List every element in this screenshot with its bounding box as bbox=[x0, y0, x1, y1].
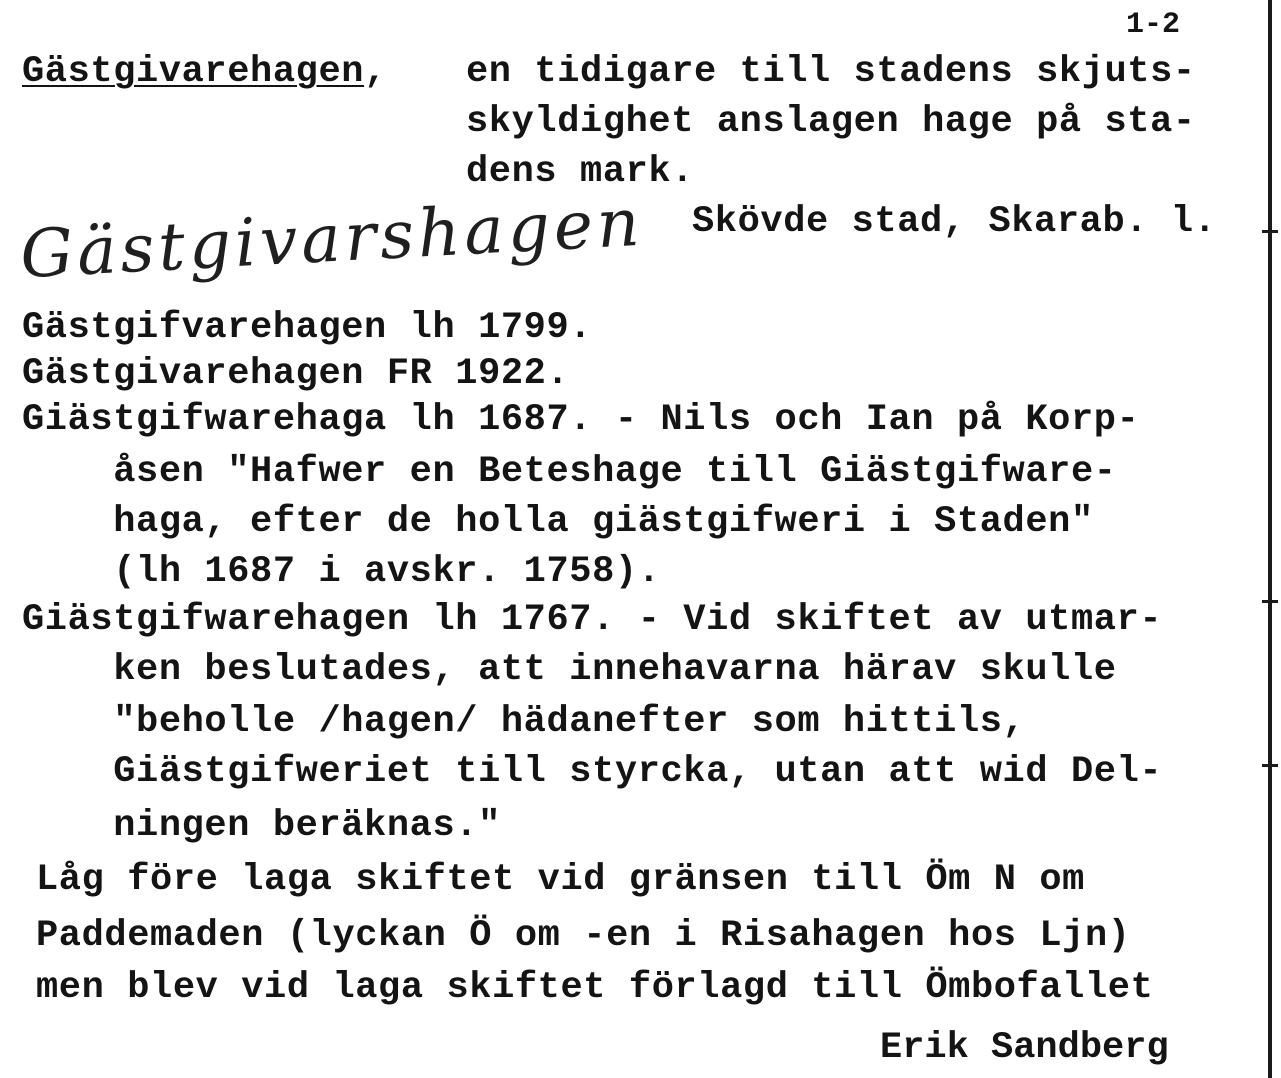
body-line: Gästgivarehagen FR 1922. bbox=[22, 353, 570, 395]
location-line: Skövde stad, Skarab. l. bbox=[692, 201, 1217, 243]
body-line: ningen beräknas." bbox=[22, 805, 501, 847]
definition-line: skyldighet anslagen hage på sta- bbox=[466, 101, 1196, 143]
entry-separator: , bbox=[364, 51, 387, 93]
signature: Erik Sandberg bbox=[880, 1027, 1169, 1069]
body-line: men blev vid laga skiftet förlagd till Ömbofallet bbox=[36, 967, 1154, 1009]
body-line: Giästgifwarehagen lh 1767. - Vid skiftet av utmar- bbox=[22, 599, 1163, 641]
definition-line: dens mark. bbox=[466, 151, 695, 193]
edge-tick bbox=[1262, 600, 1278, 603]
edge-tick bbox=[1262, 764, 1278, 767]
definition-line: en tidigare till stadens skjuts- bbox=[466, 51, 1196, 93]
body-line: Gästgifvarehagen lh 1799. bbox=[22, 307, 593, 349]
card-right-edge bbox=[1268, 0, 1272, 1078]
body-line: "beholle /hagen/ hädanefter som hittils, bbox=[22, 701, 1026, 743]
entry-heading bbox=[22, 50, 387, 94]
entry-word: Gästgivarehagen bbox=[22, 51, 365, 93]
page-number: 1-2 bbox=[1126, 8, 1181, 42]
edge-tick bbox=[1262, 230, 1278, 233]
body-line: ken beslutades, att innehavarna härav skulle bbox=[22, 649, 1117, 691]
body-line: Låg före laga skiftet vid gränsen till Öm N om bbox=[36, 859, 1085, 901]
body-line: Paddemaden (lyckan Ö om -en i Risahagen hos Ljn) bbox=[36, 915, 1131, 957]
body-line: (lh 1687 i avskr. 1758). bbox=[22, 551, 661, 593]
handwritten-note: Gästgivarshagen bbox=[18, 183, 646, 294]
body-line: haga, efter de holla giästgifweri i Staden" bbox=[22, 501, 1094, 543]
body-line: Giästgifwarehaga lh 1687. - Nils och Ian på Korp- bbox=[22, 399, 1140, 441]
body-line: åsen "Hafwer en Beteshage till Giästgifware- bbox=[22, 451, 1117, 493]
body-line: Giästgifweriet till styrcka, utan att wid Del- bbox=[22, 751, 1163, 793]
